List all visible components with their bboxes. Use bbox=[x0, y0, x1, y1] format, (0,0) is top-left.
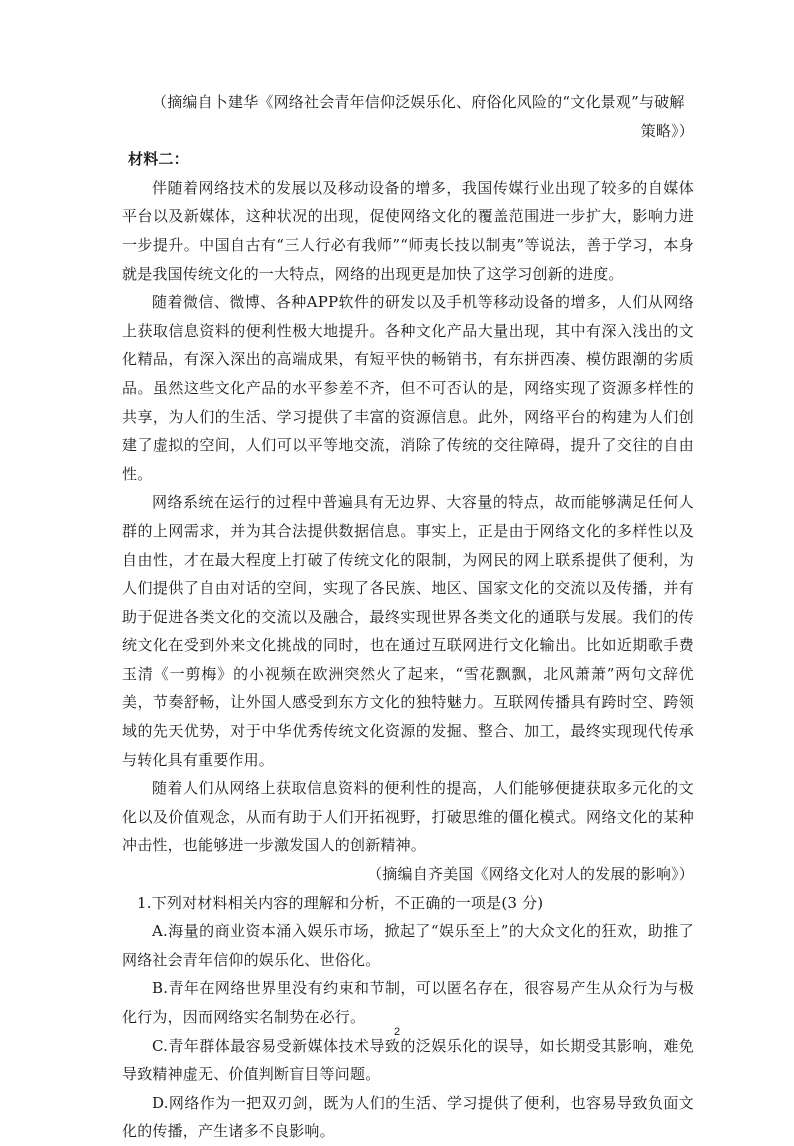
page-number: 2 bbox=[393, 1026, 401, 1038]
option-d: D.网络作为一把双刃剑，既为人们的生活、学习提供了便利，也容易导致负面文化的传播，产生诸多不良影响。 bbox=[122, 1093, 694, 1141]
citation-1-line-1: （摘编自卜建华《网络社会青年信仰泛娱乐化、府俗化风险的“文化景观”与破解 bbox=[152, 93, 685, 111]
citation-2: （摘编自齐美国《网络文化对人的发展的影响》） bbox=[367, 865, 694, 884]
question-1: 1.下列对材料相关内容的理解和分析，不正确的一项是(3 分) bbox=[137, 893, 544, 912]
option-c: C.青年群体最容易受新媒体技术导致的泛娱乐化的误导，如长期受其影响，难免导致精神虚无、价值判断盲目等问题。 bbox=[122, 1036, 694, 1084]
option-b: B.青年在网络世界里没有约束和节制，可以匿名存在，很容易产生从众行为与极化行为，因而网络实名制势在必行。 bbox=[122, 979, 694, 1026]
paragraph-4: 随着人们从网络上获取信息资料的便利性的提高，人们能够便捷获取多元化的文化以及价值观念，从而有助于人们开拓视野，打破思维的僵化模式。网络文化的某种冲击性，也能够进一步激发国人的创新精神。 bbox=[122, 779, 694, 855]
citation-1-tail: 策略》） bbox=[640, 121, 694, 140]
paragraph-3: 网络系统在运行的过程中普遍具有无边界、大容量的特点，故而能够满足任何人群的上网需求，并为其合法提供数据信息。事实上，正是由于网络文化的多样性以及自由性，才在最大程度上打破了传统文化的限制，为网民的网上联系提供了便利，为人们提供了自由对话的空间，实现了各民族、地区、国家文化的交流以及传播，并有助于促进各类文化的交流以及融合，最终实现世界各类文化的通联与发展。我们的传统文化在受到外来文化挑战的同时，也在通过互联网进行文化输出。比如近期歌手费玉清《一剪梅》的小视频在欧洲突然火了起来，“雪花飘飘，北风萧萧”两句文辞优美，节奏舒畅，让外国人感受到东方文化的独特魅力。互联网传播具有跨时空、跨领域的先天优势，对于中华优秀传统文化资源的发掘、整合、加工，最终实现现代传承与转化具有重要作用。 bbox=[122, 493, 694, 769]
paragraph-2: 随着微信、微博、各种APP软件的研发以及手机等移动设备的增多，人们从网络上获取信息资料的便利性极大地提升。各种文化产品大量出现，其中有深入浅出的文化精品，有深入深出的高端成果，有短平快的畅销书，有东拼西凑、模仿跟潮的劣质品。虽然这些文化产品的水平参差不齐，但不可否认的是，网络实现了资源多样性的共享，为人们的生活、学习提供了丰富的资源信息。此外，网络平台的构建为人们创建了虚拟的空间，人们可以平等地交流，消除了传统的交往障碍，提升了交往的自由性。 bbox=[122, 293, 694, 483]
citation-1 bbox=[122, 88, 694, 117]
option-a: A.海量的商业资本涌入娱乐市场，掀起了“娱乐至上”的大众文化的狂欢，助推了网络社会青年信仰的娱乐化、世俗化。 bbox=[122, 922, 694, 969]
material-2-heading: 材料二： bbox=[128, 150, 189, 169]
document-body bbox=[122, 88, 694, 1146]
paragraph-1: 伴随着网络技术的发展以及移动设备的增多，我国传媒行业出现了较多的自媒体平台以及新媒体，这种状况的出现，促使网络文化的覆盖范围进一步扩大，影响力进一步提升。中国自古有“三人行必有我师”“师夷长技以制夷”等说法，善于学习，本身就是我国传统文化的一大特点，网络的出现更是加快了这学习创新的进度。 bbox=[122, 178, 694, 283]
